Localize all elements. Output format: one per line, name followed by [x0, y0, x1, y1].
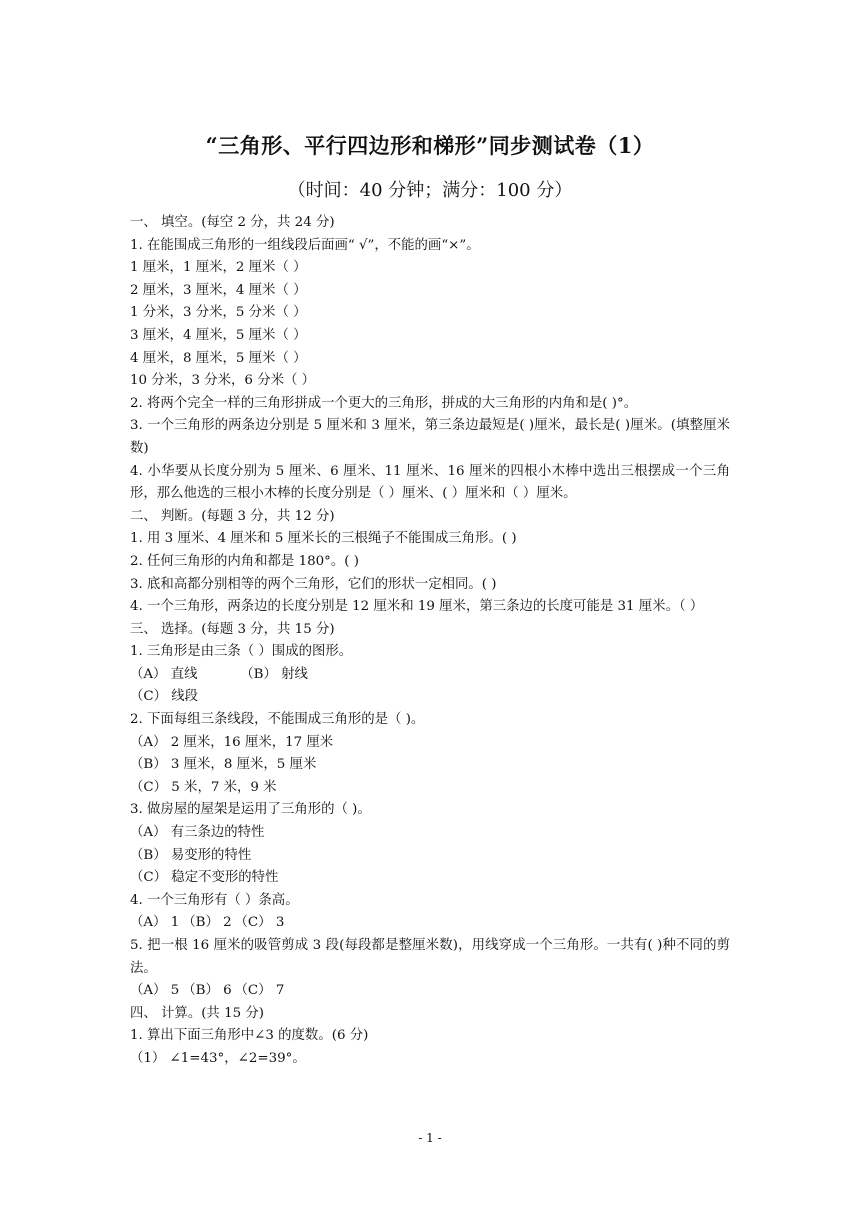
option-a: （A） 5 [130, 983, 180, 999]
question-text: 2. 将两个完全一样的三角形拼成一个更大的三角形，拼成的大三角形的内角和是( )°。 [130, 395, 638, 411]
question-text: 4. 一个三角形，两条边的长度分别是 12 厘米和 19 厘米，第三条边的长度可能是 31 厘米。（ ） [130, 599, 704, 615]
page-title: “三角形、平行四边形和梯形”同步测试卷（1） [205, 133, 655, 158]
question-text: 2. 任何三角形的内角和都是 180°。( ) [130, 553, 359, 569]
option-b: （B） 2 [182, 915, 232, 931]
list-item: 3 厘米，4 厘米，5 厘米（ ） [130, 327, 307, 343]
question-text: 2. 下面每组三条线段，不能围成三角形的是（ )。 [130, 712, 425, 728]
option-a: （A） 2 厘米，16 厘米，17 厘米 [130, 734, 334, 750]
option-row [130, 664, 730, 687]
option-a: （A） 有三条边的特性 [130, 825, 265, 841]
option-row [130, 980, 730, 1003]
page-subtitle: （时间：40 分钟；满分：100 分） [287, 180, 573, 201]
question-text: 4. 小华要从长度分别为 5 厘米、6 厘米、11 厘米、16 厘米的四根小木棒中选出三根摆成一个三角形，那么他选的三根小木棒的长度分别是（ ）厘米、( ）厘米和（ ）厘米。 [130, 463, 730, 502]
section-heading-choice: 三、 选择。(每题 3 分，共 15 分) [130, 621, 335, 637]
option-b: （B） 6 [182, 983, 232, 999]
option-c: （C） 5 米，7 米，9 米 [130, 779, 277, 795]
option-b: （B） 3 厘米，8 厘米，5 厘米 [130, 757, 317, 773]
list-item: 2 厘米，3 厘米，4 厘米（ ） [130, 282, 307, 298]
option-a: （A） 1 [130, 915, 180, 931]
option-c: （C） 线段 [130, 689, 199, 705]
exam-content [130, 212, 730, 1071]
option-b: （B） 射线 [240, 666, 308, 682]
option-b: （B） 易变形的特性 [130, 847, 252, 863]
question-text: 3. 做房屋的屋架是运用了三角形的（ )。 [130, 802, 371, 818]
question-text: 3. 一个三角形的两条边分别是 5 厘米和 3 厘米，第三条边最短是( )厘米，最长是( )厘米。(填整厘米数) [130, 418, 730, 456]
list-item: 4 厘米，8 厘米，5 厘米（ ） [130, 350, 307, 366]
question-text: 1. 用 3 厘米、4 厘米和 5 厘米长的三根绳子不能围成三角形。( ) [130, 531, 517, 547]
question-text: 1. 算出下面三角形中∠3 的度数。(6 分) [130, 1028, 369, 1044]
section-heading-calc: 四、 计算。(共 15 分) [130, 1005, 264, 1021]
list-item: 1 厘米，1 厘米，2 厘米（ ） [130, 260, 307, 276]
option-row [130, 912, 730, 935]
option-c: （C） 3 [234, 915, 285, 931]
section-heading-fill: 一、 填空。(每空 2 分，共 24 分) [130, 215, 335, 230]
question-text: 3. 底和高都分别相等的两个三角形，它们的形状一定相同。( ) [130, 576, 497, 592]
question-text: 1. 三角形是由三条（ ）围成的图形。 [130, 644, 353, 660]
section-heading-judge: 二、 判断。(每题 3 分，共 12 分) [130, 508, 335, 524]
question-text: 1. 在能围成三角形的一组线段后面画“ √”，不能的画“×”。 [130, 237, 480, 253]
question-text: 5. 把一根 16 厘米的吸管剪成 3 段(每段都是整厘米数)，用线穿成一个三角形。一共有( )种不同的剪法。 [130, 938, 730, 976]
page-number: - 1 - [418, 1131, 442, 1145]
option-c: （C） 7 [234, 983, 285, 999]
list-item: 10 分米，3 分米，6 分米（ ） [130, 373, 316, 389]
sub-question: （1） ∠1=43°，∠2=39°。 [130, 1050, 306, 1066]
option-a: （A） 直线 [130, 666, 198, 682]
option-c: （C） 稳定不变形的特性 [130, 870, 279, 886]
list-item: 1 分米，3 分米，5 分米（ ） [130, 305, 307, 321]
question-text: 4. 一个三角形有（ ）条高。 [130, 892, 299, 908]
